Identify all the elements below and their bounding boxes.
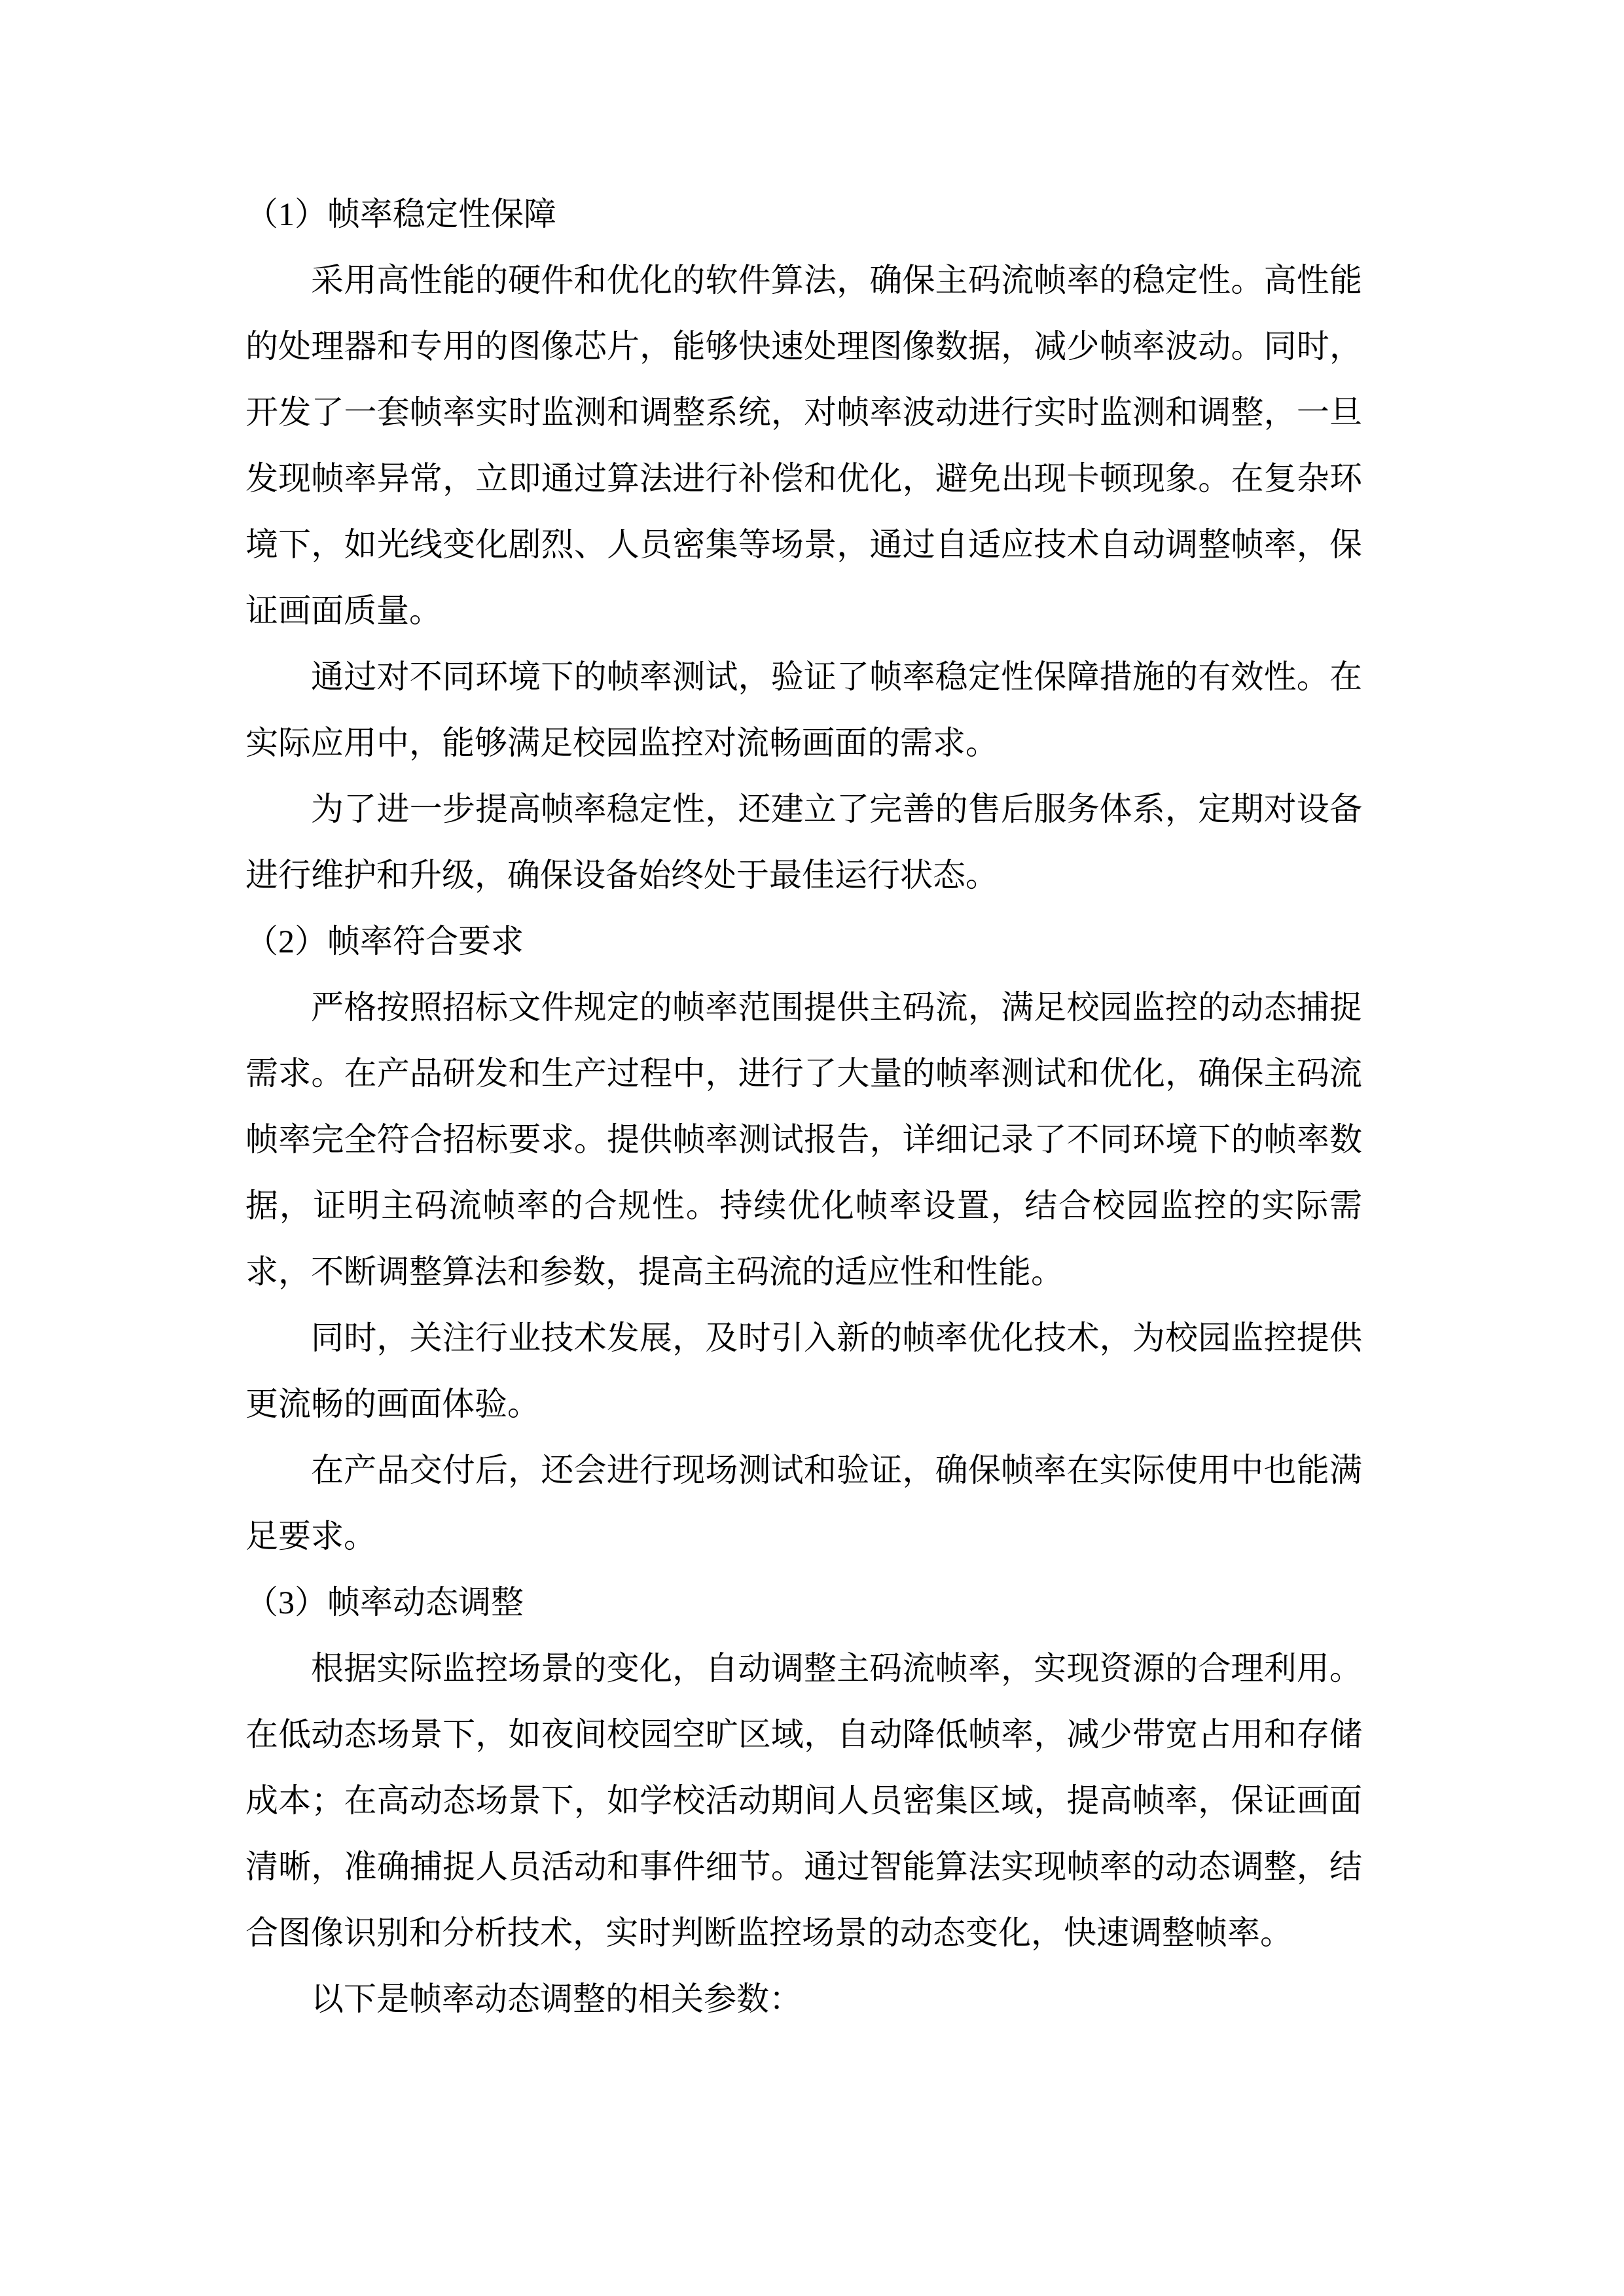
para-parameters-intro: 以下是帧率动态调整的相关参数： [311, 1981, 802, 2017]
document-body [245, 181, 1362, 2032]
section-heading-3: （3）帧率动态调整 [245, 1584, 524, 1621]
para-stability-testing: 通过对不同环境下的帧率测试，验证了帧率稳定性保障措施的有效性。在实际应用中，能够满足校园监控对流畅画面的需求。 [245, 658, 1362, 761]
section-heading-1: （1）帧率稳定性保障 [245, 196, 556, 232]
para-stability-maintenance: 为了进一步提高帧率稳定性，还建立了完善的售后服务体系，定期对设备进行维护和升级，确保设备始终处于最佳运行状态。 [245, 791, 1362, 893]
para-compliance-measures: 严格按照招标文件规定的帧率范围提供主码流，满足校园监控的动态捕捉需求。在产品研发和生产过程中，进行了大量的帧率测试和优化，确保主码流帧率完全符合招标要求。提供帧率测试报告，详细记录了不同环境下的帧率数据，证明主码流帧率的合规性。持续优化帧率设置，结合校园监控的实际需求，不断调整算法和参数，提高主码流的适应性和性能。 [245, 989, 1362, 1290]
para-stability-measures: 采用高性能的硬件和优化的软件算法，确保主码流帧率的稳定性。高性能的处理器和专用的图像芯片，能够快速处理图像数据，减少帧率波动。同时，开发了一套帧率实时监测和调整系统，对帧率波动进行实时监测和调整，一旦发现帧率异常，立即通过算法进行补偿和优化，避免出现卡顿现象。在复杂环境下，如光线变化剧烈、人员密集等场景，通过自适应技术自动调整帧率，保证画面质量。 [245, 262, 1362, 629]
para-dynamic-adjustment: 根据实际监控场景的变化，自动调整主码流帧率，实现资源的合理利用。在低动态场景下，如夜间校园空旷区域，自动降低帧率，减少带宽占用和存储成本；在高动态场景下，如学校活动期间人员密集区域，提高帧率，保证画面清晰，准确捕捉人员活动和事件细节。通过智能算法实现帧率的动态调整，结合图像识别和分析技术，实时判断监控场景的动态变化，快速调整帧率。 [245, 1650, 1362, 1951]
para-compliance-onsite-testing: 在产品交付后，还会进行现场测试和验证，确保帧率在实际使用中也能满足要求。 [245, 1452, 1362, 1554]
para-compliance-tech-tracking: 同时，关注行业技术发展，及时引入新的帧率优化技术，为校园监控提供更流畅的画面体验。 [245, 1319, 1362, 1422]
section-heading-2: （2）帧率符合要求 [245, 923, 524, 960]
